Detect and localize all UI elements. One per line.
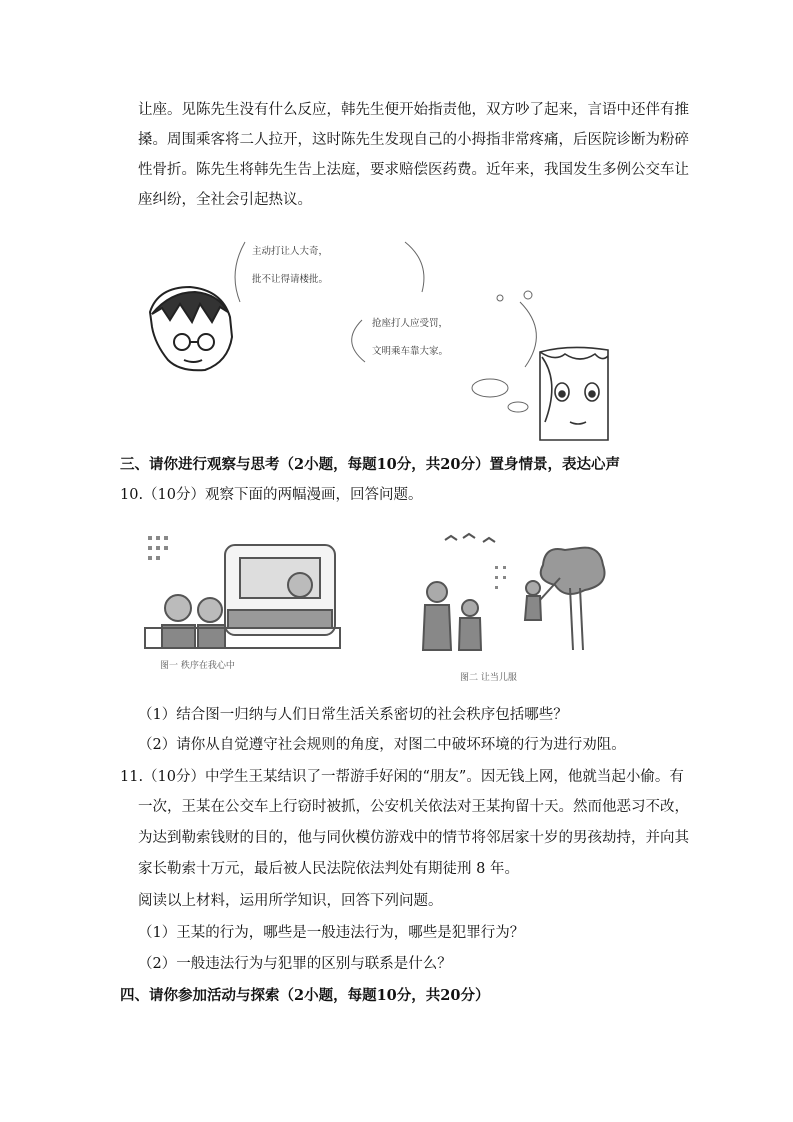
- figure-two-caption: 图二 让当儿服: [460, 673, 517, 683]
- q10-sub1: （1）结合图一归纳与人们日常生活关系密切的社会秩序包括哪些？: [138, 707, 568, 723]
- cartoon-seat-dispute: [140, 232, 610, 442]
- man-face-illustration: [150, 287, 232, 370]
- passage-line-2: 搡。周围乘客将二人拉开，这时陈先生发现自己的小拇指非常疼痛，后医院诊断为粉碎: [138, 132, 689, 148]
- q11-sub2: （2）一般违法行为与犯罪的区别与联系是什么？: [138, 956, 452, 972]
- q11-instruction: 阅读以上材料，运用所学知识，回答下列问题。: [138, 893, 443, 909]
- passage-line-1: 让座。见陈先生没有什么反应，韩先生便开始指责他，双方吵了起来，言语中还伴有推: [138, 102, 689, 118]
- q11-sub1: （1）王某的行为，哪些是一般违法行为，哪些是犯罪行为？: [138, 925, 525, 941]
- section4-heading: 四、请你参加活动与探索（2小题，每题10分，共20分）: [120, 987, 490, 1004]
- q11-stem-line-4: 家长勒索十万元，最后被人民法院依法判处有期徒刑 8 年。: [138, 861, 519, 877]
- q11-stem-line-1: 11.（10分）中学生王某结识了一帮游手好闲的“朋友”。因无钱上网，他就当起小偷。有: [120, 769, 684, 785]
- bubble-left-line-2: 批不让得请楼批。: [252, 274, 329, 285]
- q11-stem-line-2: 一次，王某在公交车上行窃时被抓，公安机关依法对王某拘留十天。然而他恶习不改，: [138, 799, 689, 815]
- section3-heading: 三、请你进行观察与思考（2小题，每题10分，共20分）置身情景，表达心声: [120, 456, 620, 473]
- passage-line-3: 性骨折。陈先生将韩先生告上法庭，要求赔偿医药费。近年来，我国发生多例公交车让: [138, 162, 689, 178]
- figure-two-park-scene: [415, 530, 615, 690]
- figure-one-caption: 图一 秩序在我心中: [160, 661, 235, 671]
- q10-sub2: （2）请你从自觉遵守社会规则的角度，对图二中破坏环境的行为进行劝阻。: [138, 737, 626, 753]
- woman-face-illustration: [540, 347, 608, 440]
- q10-stem: 10.（10分）观察下面的两幅漫画，回答问题。: [120, 487, 423, 503]
- bubble-right-line-1: 抢座打人应受罚，: [372, 318, 449, 329]
- passage-line-4: 座纠纷，全社会引起热议。: [138, 192, 312, 208]
- bubble-left-line-1: 主动打让人大奇，: [252, 246, 329, 257]
- q11-stem-line-3: 为达到勒索钱财的目的，他与同伙模仿游戏中的情节将邻居家十岁的男孩劫持，并向其: [138, 830, 689, 846]
- figure-one-bus-queue: [140, 530, 345, 680]
- bubble-right-line-2: 文明乘车靠大家。: [372, 346, 449, 357]
